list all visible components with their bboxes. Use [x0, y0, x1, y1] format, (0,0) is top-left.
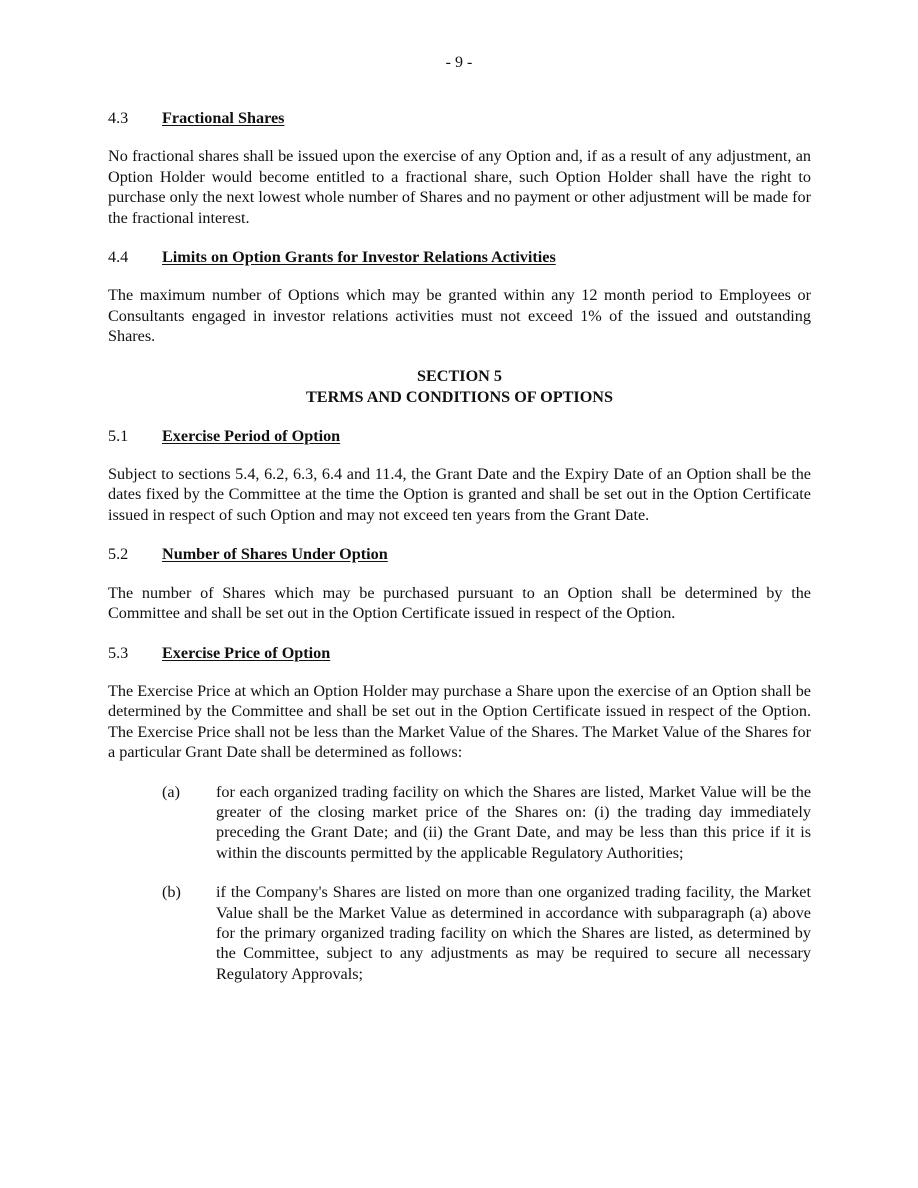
paragraph-5-1: Subject to sections 5.4, 6.2, 6.3, 6.4 and 11.4, the Grant Date and the Expiry Date of an Option shall be the dates fixed by the Committee at the time the Option is granted and shall be set out in the Option Certificate issued in respect of such Option and may not exceed ten years from the Grant Date.: [108, 465, 811, 524]
paragraph-4-3: No fractional shares shall be issued upon the exercise of any Option and, if as a result of any adjustment, an Option Holder would become entitled to a fractional share, such Option Holder shall have the right to purchase only the next lowest whole number of Shares and no payment or other adjustment will be made for the fractional interest.: [108, 147, 811, 227]
list-item-b: [108, 882, 811, 984]
section-number: 4.3: [108, 109, 129, 127]
section-number: 5.1: [108, 426, 129, 445]
heading-4-4: [108, 247, 811, 267]
list-item-a: [108, 782, 811, 864]
section-number: 4.4: [108, 248, 129, 267]
item-text: if the Company's Shares are listed on more than one organized trading facility, the Market Value shall be the Market Value as determined in accordance with subparagraph (a) above for the primary organized trading facility on which the Shares are listed, as determined by the Committee, subject to any adjustments as may be required to secure all necessary Regulatory Approvals;: [216, 883, 811, 983]
paragraph-5-2: The number of Shares which may be purchased pursuant to an Option shall be determined by the Committee and shall be set out in the Option Certificate issued in respect of the Option.: [108, 583, 811, 623]
paragraph-4-4: The maximum number of Options which may be granted within any 12 month period to Employees or Consultants engaged in investor relations activities must not exceed 1% of the issued and outstanding Shares.: [108, 286, 811, 346]
section-title: Exercise Price of Option: [162, 643, 331, 662]
heading-5-1: [108, 426, 811, 446]
section-title: Fractional Shares: [162, 109, 285, 127]
document-body: [108, 108, 811, 984]
heading-5-2: [108, 544, 811, 564]
section-number: 5.3: [108, 643, 129, 662]
section-number: 5.2: [108, 545, 129, 564]
heading-5-3: [108, 643, 811, 663]
item-label: (a): [162, 782, 180, 801]
heading-4-3: [108, 108, 811, 128]
item-label: (b): [162, 883, 181, 902]
section-5-label: SECTION 5: [416, 366, 502, 385]
paragraph-5-3: The Exercise Price at which an Option Holder may purchase a Share upon the exercise of an Option shall be determined by the Committee and shall be set out in the Option Certificate issued in respect of the Option. The Exercise Price shall not be less than the Market Value of the Shares. The Market Value of the Shares for a particular Grant Date shall be determined as follows:: [108, 681, 811, 762]
section-title: Exercise Period of Option: [162, 426, 341, 445]
section-title: Number of Shares Under Option: [162, 545, 388, 564]
item-text: for each organized trading facility on which the Shares are listed, Market Value will be the greater of the closing market price of the Shares on: (i) the trading day immediately preceding the Grant Date; and (ii) the Grant Date, and may be less than this price if it is within the discounts permitted by the applicable Regulatory Authorities;: [216, 782, 811, 862]
section-title: Limits on Option Grants for Investor Relations Activities: [162, 248, 556, 267]
section-5-title: TERMS AND CONDITIONS OF OPTIONS: [305, 387, 613, 406]
page-number: - 9 -: [445, 54, 473, 71]
